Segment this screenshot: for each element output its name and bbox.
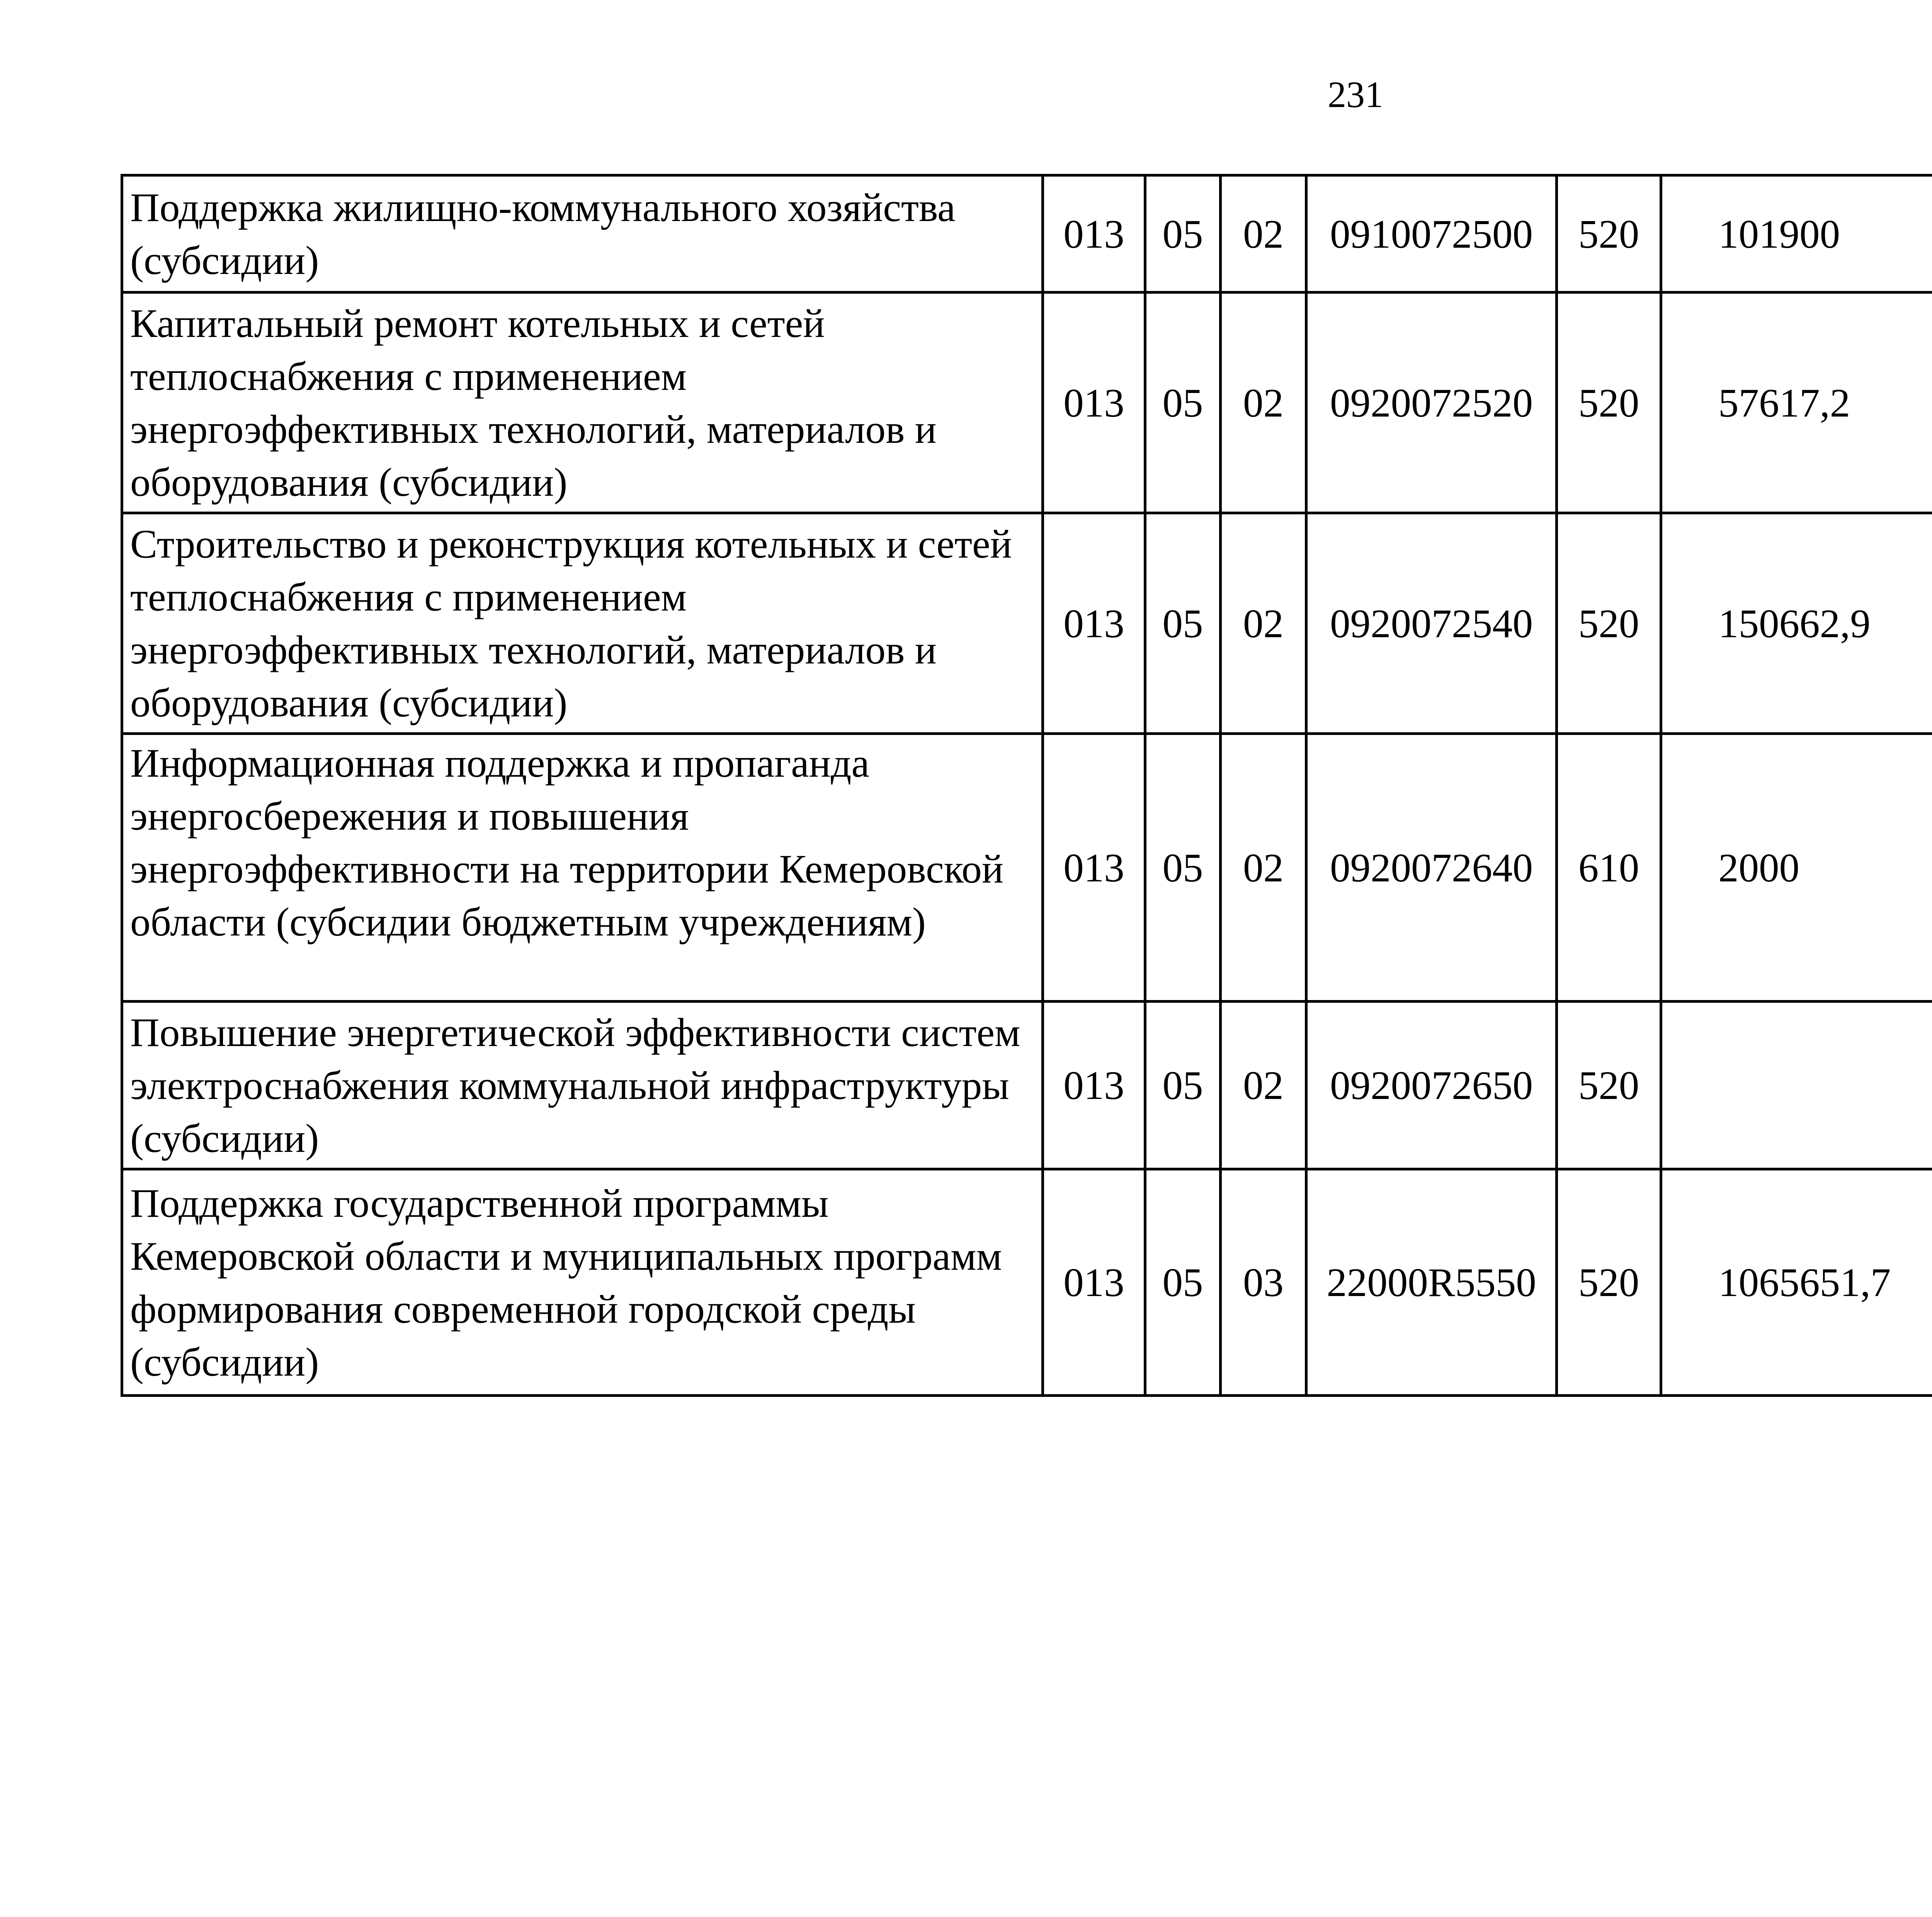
subsection-code-cell: 02	[1221, 293, 1306, 513]
sum-1-cell	[1661, 1002, 1932, 1169]
subsection-code-cell: 02	[1221, 1002, 1306, 1169]
row-name-cell: Поддержка государственной программы Кемеровской области и муниципальных программ формирования современной городской среды (субсидии)	[122, 1169, 1043, 1396]
target-article-cell: 0920072520	[1306, 293, 1557, 513]
sum-1-cell: 1065651,7	[1661, 1169, 1932, 1396]
sum-1-cell: 2000	[1661, 734, 1932, 1002]
section-code-cell: 05	[1145, 1169, 1221, 1396]
ministry-code-cell: 013	[1043, 734, 1145, 1002]
section-code-cell: 05	[1145, 734, 1221, 1002]
expense-type-cell: 520	[1557, 1169, 1661, 1396]
ministry-code-cell: 013	[1043, 513, 1145, 734]
row-name-cell: Строительство и реконструкция котельных и сетей теплоснабжения с применением энергоэффективных технологий, материалов и оборудования (субсидии)	[122, 513, 1043, 734]
expense-type-cell: 520	[1557, 175, 1661, 293]
table-row	[122, 293, 1932, 513]
table-row	[122, 734, 1932, 1002]
table-row	[122, 175, 1932, 293]
table-row	[122, 1002, 1932, 1169]
table-row	[122, 1169, 1932, 1396]
expense-type-cell: 520	[1557, 513, 1661, 734]
expense-type-cell: 610	[1557, 734, 1661, 1002]
row-name-cell: Капитальный ремонт котельных и сетей теплоснабжения с применением энергоэффективных технологий, материалов и оборудования (субсидии)	[122, 293, 1043, 513]
section-code-cell: 05	[1145, 293, 1221, 513]
subsection-code-cell: 02	[1221, 513, 1306, 734]
expense-type-cell: 520	[1557, 1002, 1661, 1169]
expense-type-cell: 520	[1557, 293, 1661, 513]
sum-1-cell: 101900	[1661, 175, 1932, 293]
subsection-code-cell: 02	[1221, 734, 1306, 1002]
target-article-cell: 0920072650	[1306, 1002, 1557, 1169]
target-article-cell: 22000R5550	[1306, 1169, 1557, 1396]
subsection-code-cell: 03	[1221, 1169, 1306, 1396]
row-name-cell: Поддержка жилищно-коммунального хозяйства (субсидии)	[122, 175, 1043, 293]
ministry-code-cell: 013	[1043, 293, 1145, 513]
budget-table	[121, 174, 1932, 1397]
ministry-code-cell: 013	[1043, 1169, 1145, 1396]
sum-1-cell: 150662,9	[1661, 513, 1932, 734]
section-code-cell: 05	[1145, 513, 1221, 734]
section-code-cell: 05	[1145, 1002, 1221, 1169]
target-article-cell: 0920072640	[1306, 734, 1557, 1002]
ministry-code-cell: 013	[1043, 175, 1145, 293]
page-number: 231	[1328, 74, 1383, 115]
sum-1-cell: 57617,2	[1661, 293, 1932, 513]
subsection-code-cell: 02	[1221, 175, 1306, 293]
target-article-cell: 0920072540	[1306, 513, 1557, 734]
row-name-cell: Повышение энергетической эффективности систем электроснабжения коммунальной инфраструктуры (субсидии)	[122, 1002, 1043, 1169]
table-row	[122, 513, 1932, 734]
ministry-code-cell: 013	[1043, 1002, 1145, 1169]
row-name-cell: Информационная поддержка и пропаганда энергосбережения и повышения энергоэффективности на территории Кемеровской области (субсидии бюджетным учреждениям)	[122, 734, 1043, 1002]
target-article-cell: 0910072500	[1306, 175, 1557, 293]
section-code-cell: 05	[1145, 175, 1221, 293]
